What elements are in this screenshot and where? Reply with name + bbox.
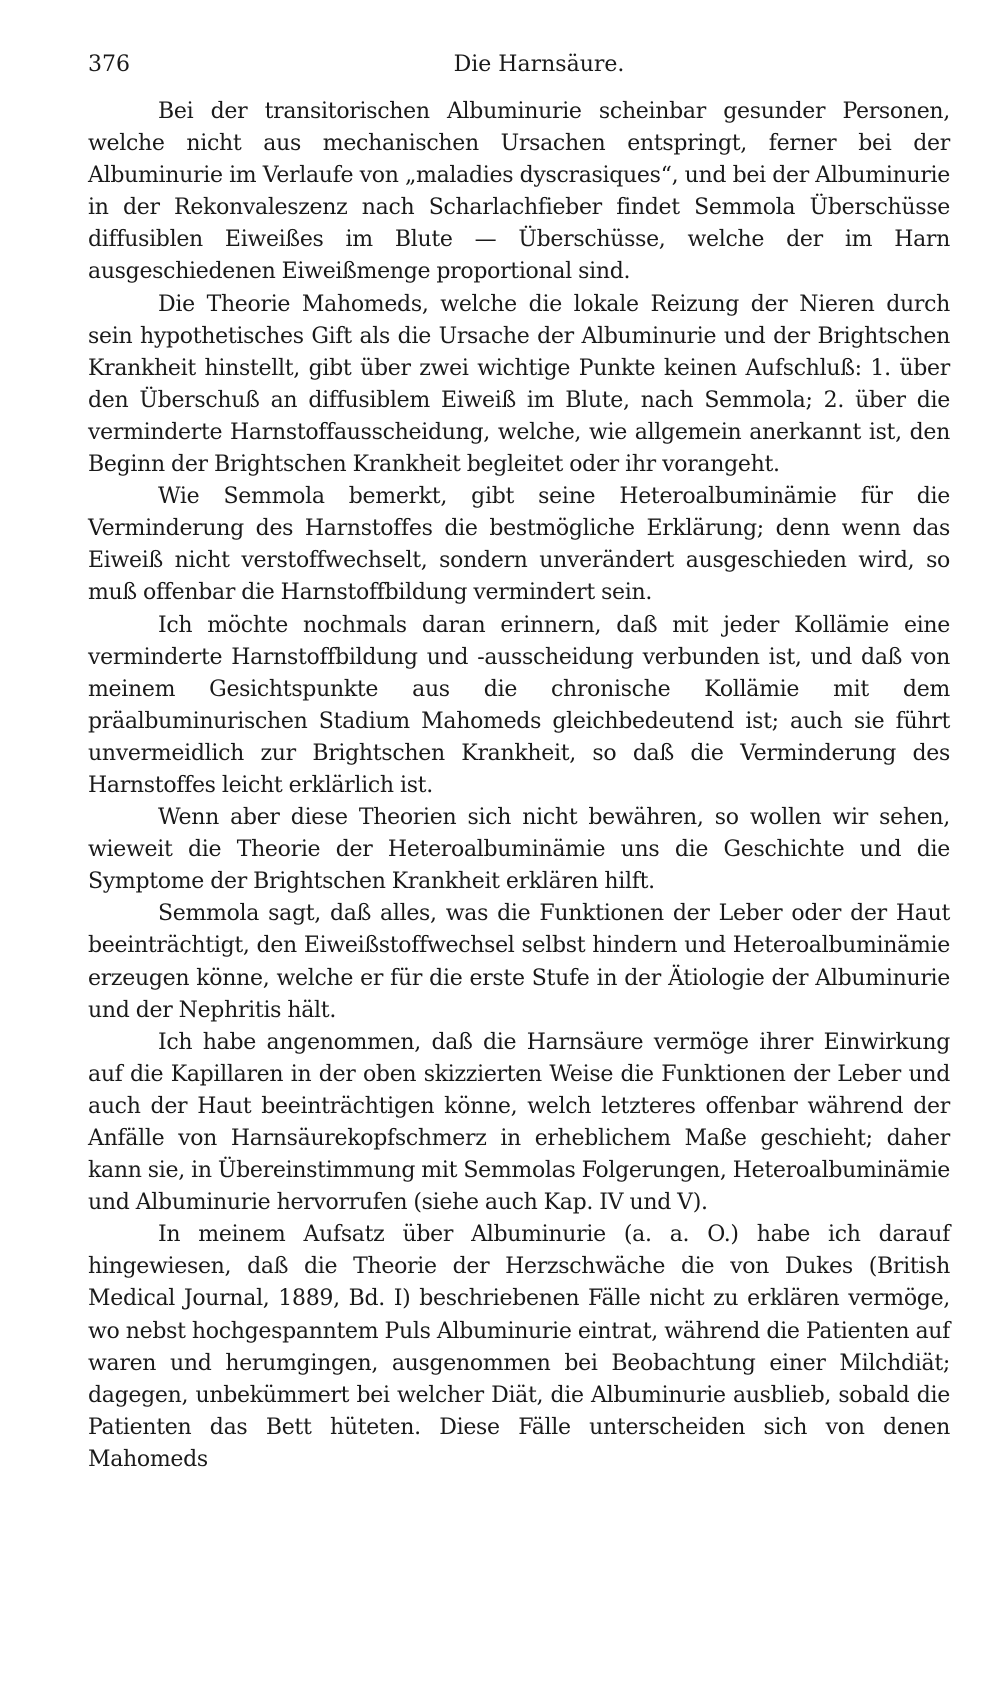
paragraph-1: Bei der transitorischen Albuminurie scheinbar gesunder Personen, welche nicht aus mechanischen Ursachen entspringt, ferner bei der Albuminurie im Verlaufe von „maladies dyscrasiques“, und bei der Albuminurie in der Rekonvaleszenz nach Scharlachfieber findet Semmola Überschüsse diffusiblen Eiweißes im Blute — Überschüsse, welche der im Harn ausgeschiedenen Eiweißmenge proportional sind. <box>88 99 950 285</box>
paragraph-4: Ich möchte nochmals daran erinnern, daß mit jeder Kollämie eine verminderte Harnstoffbildung und -ausscheidung verbunden ist, und daß von meinem Gesichtspunkte aus die chronische Kollämie mit dem präalbuminurischen Stadium Mahomeds gleichbedeutend ist; auch sie führt unvermeidlich zur Brightschen Krankheit, so daß die Verminderung des Harnstoffes leicht erklärlich ist. <box>88 612 950 798</box>
paragraph-5: Wenn aber diese Theorien sich nicht bewähren, so wollen wir sehen, wieweit die Theorie der Heteroalbuminämie uns die Geschichte und die Symptome der Brightschen Krankheit erklären hilft. <box>88 805 950 895</box>
running-title: Die Harnsäure. <box>453 52 625 77</box>
paragraph-7: Ich habe angenommen, daß die Harnsäure vermöge ihrer Einwirkung auf die Kapillaren in der oben skizzierten Weise die Funktionen der Leber und auch der Haut beeinträchtigen könne, welch letzteres offenbar während der Anfälle von Harnsäurekopfschmerz in erheblichem Maße geschieht; daher kann sie, in Übereinstimmung mit Semmolas Folgerungen, Heteroalbuminämie und Albuminurie hervorrufen (siehe auch Kap. IV und V). <box>88 1029 951 1216</box>
book-page <box>88 52 950 1476</box>
paragraph-6: Semmola sagt, daß alles, was die Funktionen der Leber oder der Haut beeinträchtigt, den Eiweißstoffwechsel selbst hindern und Heteroalbuminämie erzeugen könne, welche er für die erste Stufe in der Ätiologie der Albuminurie und der Nephritis hält. <box>88 901 950 1023</box>
page-number: 376 <box>88 52 130 77</box>
paragraph-8: In meinem Aufsatz über Albuminurie (a. a. O.) habe ich darauf hingewiesen, daß die Theorie der Herzschwäche die von Dukes (British Medical Journal, 1889, Bd. I) beschriebenen Fälle nicht zu erklären vermöge, wo nebst hochgespanntem Puls Albuminurie eintrat, während die Patienten auf waren und herumgingen, ausgenommen bei Beobachtung einer Milchdiät; dagegen, unbekümmert bei welcher Diät, die Albuminurie ausblieb, sobald die Patienten das Bett hüteten. Diese Fälle unterscheiden sich von denen Mahomeds <box>88 1222 950 1472</box>
paragraph-3: Wie Semmola bemerkt, gibt seine Heteroalbuminämie für die Verminderung des Harnstoffes die bestmögliche Erklärung; denn wenn das Eiweiß nicht verstoffwechselt, sondern unverändert ausgeschieden wird, so muß offenbar die Harnstoffbildung vermindert sein. <box>88 484 950 606</box>
page-header <box>88 52 950 86</box>
paragraph-2: Die Theorie Mahomeds, welche die lokale Reizung der Nieren durch sein hypothetisches Gift als die Ursache der Albuminurie und der Brightschen Krankheit hinstellt, gibt über zwei wichtige Punkte keinen Aufschluß: 1. über den Überschuß an diffusiblem Eiweiß im Blute, nach Semmola; 2. über die verminderte Harnstoffausscheidung, welche, wie allgemein anerkannt ist, den Beginn der Brightschen Krankheit begleitet oder ihr vorangeht. <box>88 291 950 478</box>
body-text <box>88 96 950 1476</box>
